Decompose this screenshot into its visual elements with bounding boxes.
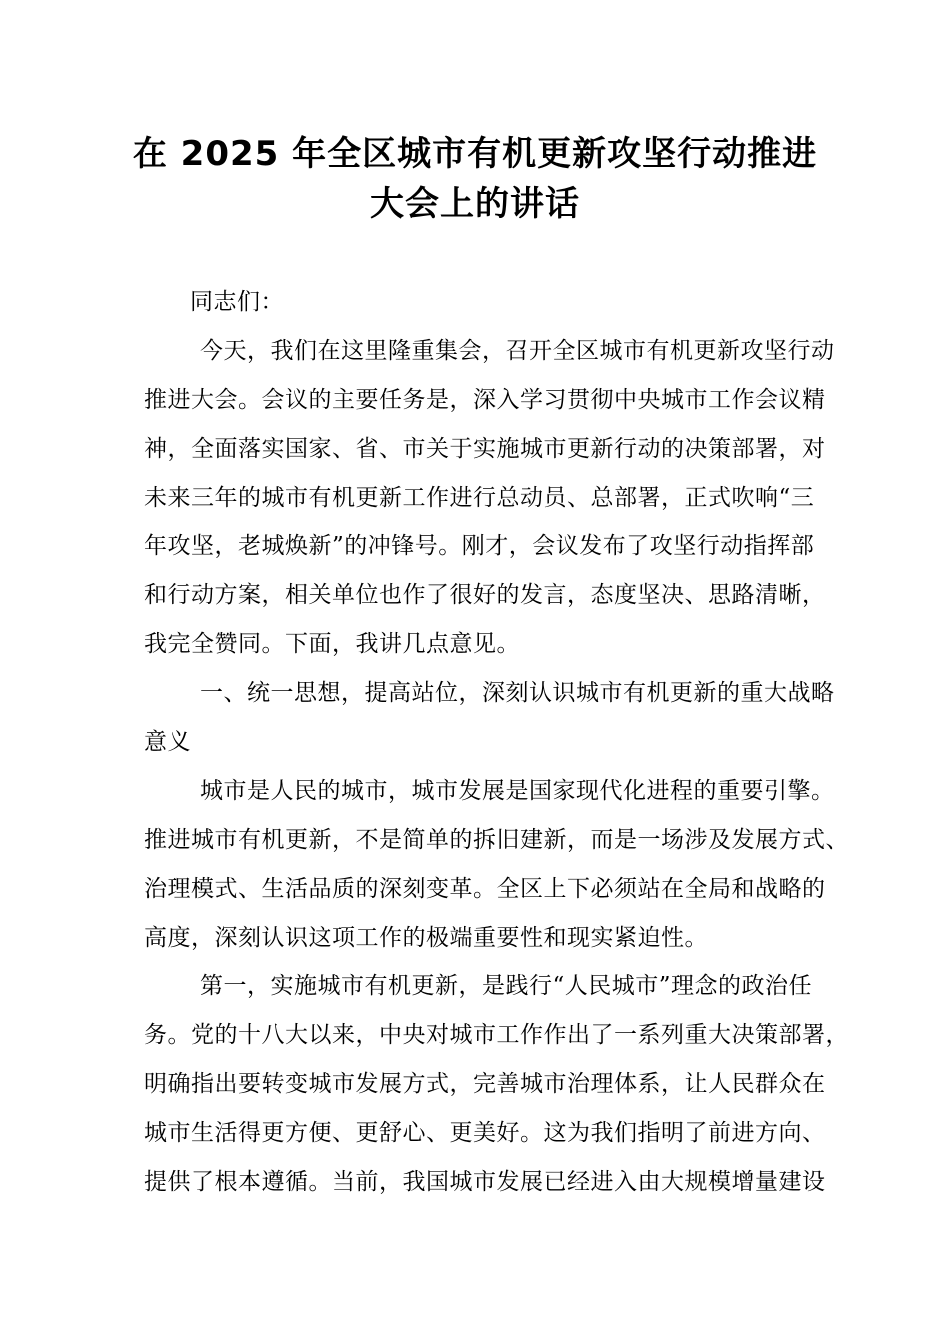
speech-body (144, 278, 849, 1207)
body-line: 年攻坚，老城焕新”的冲锋号。刚才，会议发布了攻坚行动指挥部 (144, 533, 815, 560)
title-line-2: 大会上的讲话 (370, 184, 580, 224)
body-line: 今天，我们在这里隆重集会，召开全区城市有机更新攻坚行动 (200, 337, 835, 364)
body-line: 治理模式、生活品质的深刻变革。全区上下必须站在全局和战略的 (144, 875, 826, 902)
body-line: 推进大会。会议的主要任务是，深入学习贯彻中央城市工作会议精 (144, 386, 826, 413)
body-line: 明确指出要转变城市发展方式，完善城市治理体系，让人民群众在 (144, 1071, 826, 1098)
title-line-1: 在 2025 年全区城市有机更新攻坚行动推进 (132, 134, 818, 174)
body-line: 提供了根本遵循。当前，我国城市发展已经进入由大规模增量建设 (144, 1169, 826, 1196)
body-line: 务。党的十八大以来，中央对城市工作作出了一系列重大决策部署， (144, 1022, 849, 1049)
body-line: 和行动方案，相关单位也作了很好的发言，态度坚决、思路清晰， (144, 582, 826, 609)
body-line: 第一，实施城市有机更新，是践行“人民城市”理念的政治任 (200, 973, 813, 1000)
body-line: 城市是人民的城市，城市发展是国家现代化进程的重要引擎。 (200, 777, 835, 804)
section-heading: 一、统一思想，提高站位，深刻认识城市有机更新的重大战略 (200, 680, 835, 707)
section-heading-cont: 意义 (144, 729, 191, 756)
body-line: 推进城市有机更新，不是简单的拆旧建新，而是一场涉及发展方式、 (144, 826, 849, 853)
body-line: 未来三年的城市有机更新工作进行总动员、总部署，正式吹响“三 (144, 484, 815, 511)
body-line: 神，全面落实国家、省、市关于实施城市更新行动的决策部署，对 (144, 435, 826, 462)
body-line: 我完全赞同。下面，我讲几点意见。 (144, 631, 520, 658)
body-line: 城市生活得更方便、更舒心、更美好。这为我们指明了前进方向、 (144, 1120, 826, 1147)
body-line: 高度，深刻认识这项工作的极端重要性和现实紧迫性。 (144, 924, 708, 951)
salutation: 同志们： (190, 289, 284, 315)
